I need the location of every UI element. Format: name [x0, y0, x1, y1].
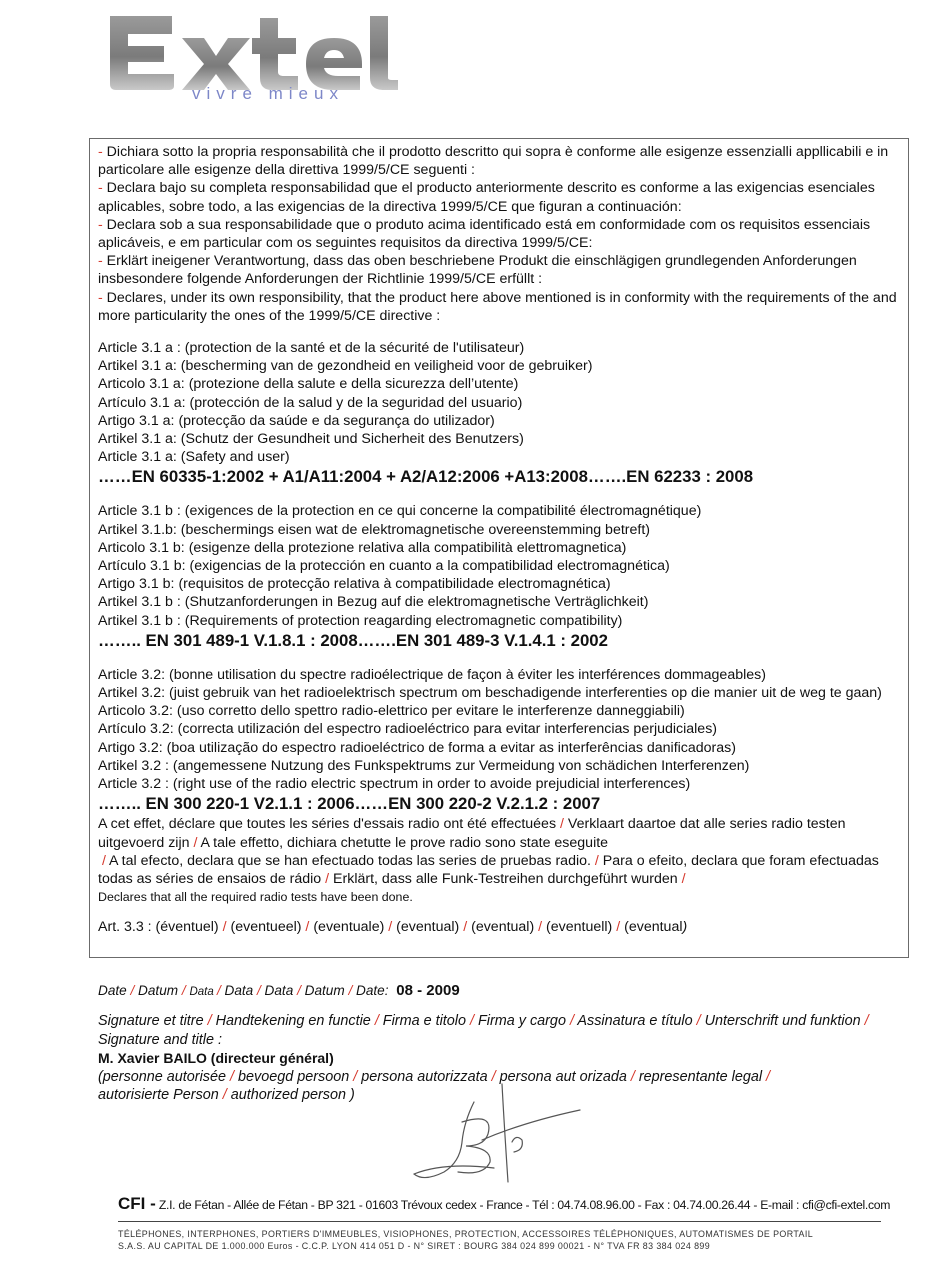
- slash-separator: /: [348, 983, 353, 998]
- article-line: Article 3.1 a: (Safety and user): [98, 449, 290, 466]
- slash-separator: /: [681, 870, 686, 887]
- handwritten-signature: [404, 1082, 592, 1188]
- slash-separator: /: [594, 852, 599, 869]
- intro-es: [98, 179, 900, 215]
- article-line: Artikel 3.1 b : (Shutzanforderungen in Bezug auf die elektromagnetische Verträglichkeit): [98, 594, 649, 611]
- signature-title: Signature et titre: [98, 1013, 208, 1029]
- slash-separator: /: [560, 816, 564, 833]
- slash-separator: /: [696, 1013, 701, 1029]
- date-label: Date:: [352, 983, 389, 998]
- article-line: Artikel 3.1 b : (Requirements of protection reagarding electromagnetic compatibility): [98, 612, 623, 629]
- company-name: CFI -: [118, 1194, 156, 1213]
- slash-separator: /: [305, 919, 310, 936]
- list-dash: -: [98, 253, 103, 270]
- slash-separator: /: [388, 919, 393, 936]
- intro-text: Erklärt ineigener Verantwortung, dass das oben beschriebene Produkt die einschlägigen grundlegenden Anforderungen insbesondere folgende Anforderungen der Richtlinie 1999/5/CE erfüllt :: [98, 253, 857, 288]
- article-3-2-section: [98, 666, 900, 815]
- signature-titles: [98, 1012, 898, 1049]
- standards-line: …….. EN 301 489-1 V.1.8.1 : 2008…….EN 301 489-3 V.1.4.1 : 2002: [98, 630, 608, 650]
- article-line: Artikel 3.2 : (angemessene Nutzung des Funkspektrums zur Vermeidung von schädichen Interferenzen): [98, 757, 750, 774]
- slash-separator: /: [193, 834, 198, 851]
- date-value: 08 - 2009: [396, 982, 460, 999]
- article-line: Artikel 3.1 a: (Schutz der Gesundheit und Sicherheit des Benutzers): [98, 431, 524, 448]
- role: representante legal: [634, 1068, 767, 1085]
- list-dash: -: [98, 289, 103, 306]
- article-line: Artigo 3.2: (boa utilização do espectro radioeléctrico de forma a evitar as interferências danificadoras): [98, 739, 736, 756]
- slash-separator: /: [469, 1013, 474, 1029]
- radio-tests-pt: Para o efeito, declara que foram efectuadas todas as séries de ensaios de rádio: [98, 852, 879, 887]
- article-line: Artikel 3.1.b: (beschermings eisen wat de elektromagnetische overeenstemming betreft): [98, 521, 651, 538]
- article-line: Artikel 3.2: (juist gebruik van het radioelektrisch spectrum om beschadigende interferenties op die manier uit de weg te gaan): [98, 685, 882, 702]
- radio-tests-paragraph: [98, 815, 900, 906]
- article-line: Articolo 3.1 b: (esigenze della protezione relativa alla compatibilità elettromagnetica): [98, 539, 627, 556]
- article-line: Artículo 3.1 a: (protección de la salud y de la seguridad del usuario): [98, 394, 523, 411]
- slash-separator: /: [538, 919, 543, 936]
- slash-separator: /: [297, 983, 301, 998]
- article-3-1-a-section: [98, 339, 900, 488]
- logo-tagline: vivre mieux: [192, 84, 344, 103]
- role: authorized person ): [226, 1087, 355, 1103]
- date-label: Data: [189, 986, 217, 998]
- roles-open: (: [98, 1068, 103, 1085]
- signature-title: Unterschrift und funktion: [700, 1013, 865, 1029]
- slash-separator: /: [766, 1068, 771, 1085]
- article-line: Article 3.2 : (right use of the radio electric spectrum in order to avoide prejudicial interferences): [98, 776, 691, 793]
- art33-item: (eventual): [471, 919, 539, 936]
- art33-item: (eventueel): [230, 919, 306, 936]
- role: bevoegd persoon: [234, 1068, 354, 1085]
- company-address: Z.I. de Fétan - Allée de Fétan - BP 321 - 01603 Trévoux cedex - France - Tél : 04.74.08.96.00 - Fax : 04.74.00.26.44 - E-mail : cfi@cfi-extel.com: [155, 1198, 891, 1212]
- radio-tests-es: A tal efecto, declara que se han efectuado todas las series de pruebas radio.: [105, 852, 595, 869]
- footer-legal: [118, 1229, 883, 1252]
- date-label: Datum: [300, 983, 349, 998]
- slash-separator: /: [374, 1013, 379, 1029]
- slash-separator: /: [181, 983, 186, 998]
- standards-line: ……EN 60335-1:2002 + A1/A11:2004 + A2/A12:2006 +A13:2008…….EN 62233 : 2008: [98, 467, 754, 487]
- slash-separator: /: [353, 1068, 358, 1085]
- slash-separator: /: [230, 1068, 235, 1085]
- signature-title: Handtekening en functie: [211, 1013, 375, 1029]
- article-3-3-line: [98, 918, 900, 936]
- date-line: [98, 982, 460, 999]
- date-label: Data: [260, 983, 298, 998]
- slash-separator: /: [630, 1068, 635, 1085]
- date-label: Data: [224, 983, 257, 998]
- slash-separator: /: [463, 919, 468, 936]
- radio-tests-de: Erklärt, dass alle Funk-Testreihen durchgeführt wurden: [329, 870, 682, 887]
- date-label: Datum: [134, 983, 182, 998]
- art33-item: (eventual): [396, 919, 464, 936]
- signature-title: Firma y cargo: [473, 1013, 570, 1029]
- footer-legal-info: S.A.S. AU CAPITAL DE 1.000.000 Euros - C.C.P. LYON 414 051 D - N° SIRET : BOURG 384 024 899 00021 - N° TVA FR 83 384 024 899: [118, 1240, 711, 1251]
- list-dash: -: [98, 216, 103, 233]
- intro-it: [98, 143, 900, 179]
- intro-text: Declares, under its own responsibility, that the product here above mentioned is in conformity with the requirements of the and more particularity the ones of the 1999/5/CE directive :: [98, 289, 897, 324]
- radio-tests-en: Declares that all the required radio tests have been done.: [98, 890, 413, 905]
- slash-separator: /: [864, 1013, 869, 1029]
- footer-address: [118, 1194, 891, 1214]
- art33-item: (eventuale): [313, 919, 389, 936]
- intro-text: Declara bajo su completa responsabilidad que el producto anteriormente descrito es conforme a las exigencias esenciales aplicables, sobre todo, a las exigencias de la directiva 1999/5/CE que figuran a continuación:: [98, 180, 875, 215]
- slash-separator: /: [216, 983, 221, 998]
- signature-title: Firma e titolo: [378, 1013, 470, 1029]
- slash-separator: /: [207, 1013, 212, 1029]
- article-line: Artigo 3.1 a: (protecção da saúde e da segurança do utilizador): [98, 412, 495, 429]
- list-dash: -: [98, 144, 103, 160]
- slash-separator: /: [569, 1013, 574, 1029]
- intro-de: [98, 252, 900, 288]
- signature-title: Signature and title :: [98, 1031, 222, 1048]
- art33-close: ): [682, 919, 688, 936]
- declaration-box: [89, 138, 909, 958]
- signatory-name: M. Xavier BAILO (directeur général): [98, 1050, 334, 1066]
- list-dash: -: [98, 180, 103, 197]
- standards-line: …….. EN 300 220-1 V2.1.1 : 2006……EN 300 220-2 V.2.1.2 : 2007: [98, 794, 601, 814]
- radio-tests-nl: Verklaart daartoe dat alle series radio testen uitgevoerd zijn: [98, 816, 846, 851]
- art33-item: (eventual: [624, 919, 683, 936]
- slash-separator: /: [325, 870, 330, 887]
- intro-en: [98, 289, 900, 325]
- slash-separator: /: [257, 983, 261, 998]
- radio-tests-it: A tale effetto, dichiara chetutte le prove radio sono state eseguite: [197, 834, 609, 851]
- signature-scribble: [404, 1082, 592, 1188]
- article-line: Article 3.1 a : (protection de la santé et de la sécurité de l'utilisateur): [98, 340, 525, 357]
- radio-tests-fr: A cet effet, déclare que toutes les séries d'essais radio ont été effectuées: [98, 816, 560, 833]
- slash-separator: /: [222, 1087, 227, 1103]
- article-line: Artículo 3.2: (correcta utilización del espectro radioeléctrico para evitar interferencias perjudiciales): [98, 721, 718, 738]
- role: personne autorisée: [102, 1068, 231, 1085]
- article-line: Articolo 3.2: (uso corretto dello spettro radio-elettrico per evitare le interferenze danneggiabili): [98, 703, 685, 720]
- slash-separator: /: [130, 983, 135, 998]
- footer-divider: [118, 1221, 881, 1222]
- article-line: Article 3.2: (bonne utilisation du spectre radioélectrique de façon à éviter les interférences dommageables): [98, 666, 766, 683]
- intro-pt: [98, 216, 900, 252]
- slash-separator: /: [222, 919, 227, 936]
- radio-tests-text: [98, 815, 900, 888]
- role: persona aut orizada: [495, 1068, 631, 1085]
- article-line: Articolo 3.1 a: (protezione della salute e della sicurezza dell’utente): [98, 376, 519, 393]
- article-line: Artigo 3.1 b: (requisitos de protecção relativa à compatibilidade electromagnética): [98, 576, 611, 593]
- article-3-1-b-section: [98, 502, 900, 651]
- slash-separator: /: [98, 852, 106, 869]
- footer-activities: TÉLÉPHONES, INTERPHONES, PORTIERS D'IMMEUBLES, VISIOPHONES, PROTECTION, ACCESSOIRES TÉLÉPHONIQUES, AUTOMATISMES DE PORTAIL: [118, 1229, 814, 1239]
- intro-section: [98, 143, 900, 325]
- intro-text: Dichiara sotto la propria responsabilità che il prodotto descritto qui sopra è conforme alle esigenze essenzialli appllicabili e in particolare alle esigenze della direttiva 1999/5/CE seguenti :: [98, 144, 889, 179]
- role: autorisierte Person: [98, 1087, 223, 1103]
- art33-label: Art. 3.3 : (éventuel): [98, 919, 223, 936]
- role: persona autorizzata: [357, 1068, 492, 1085]
- slash-separator: /: [491, 1068, 496, 1085]
- signature-title: Assinatura e título: [573, 1013, 697, 1029]
- article-line: Article 3.1 b : (exigences de la protection en ce qui concerne la compatibilité électromagnétique): [98, 503, 702, 520]
- date-label: Date: [98, 983, 131, 998]
- article-line: Artículo 3.1 b: (exigencias de la protección en cuanto a la compatibilidad electromagnética): [98, 558, 670, 575]
- slash-separator: /: [616, 919, 621, 936]
- intro-text: Declara sob a sua responsabilidade que o produto acima identificado está em conformidade com os requisitos essenciais aplicáveis, e em particular com os seguintes requisitos da directiva 1999/5/CE:: [98, 216, 871, 252]
- article-line: Artikel 3.1 a: (bescherming van de gezondheid en veiligheid voor de gebruiker): [98, 358, 593, 375]
- art33-item: (eventuell): [546, 919, 617, 936]
